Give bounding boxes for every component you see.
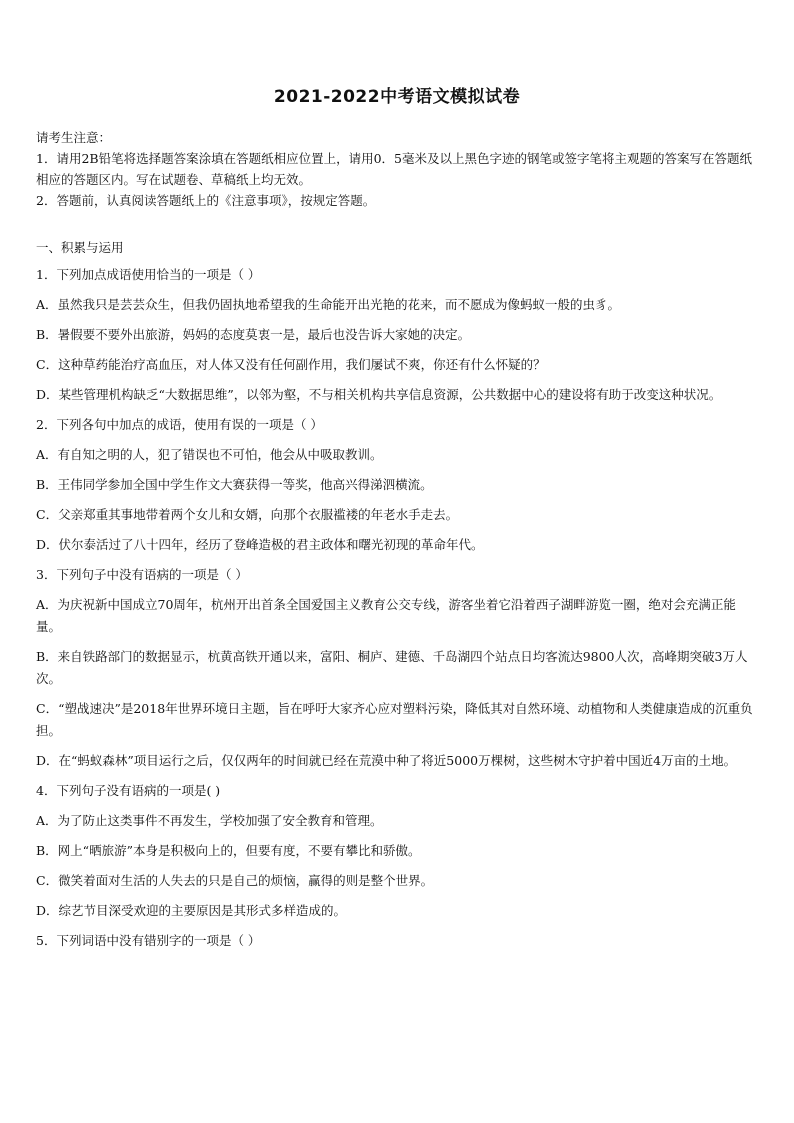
question-option: B．网上“晒旅游”本身是积极向上的，但要有度，不要有攀比和骄傲。	[36, 843, 421, 858]
question-option: A．虽然我只是芸芸众生，但我仍固执地希望我的生命能开出光艳的花来，而不愿成为像蚂蚁一般的虫豸。	[36, 297, 621, 312]
question-4	[36, 780, 758, 922]
question-option: B．王伟同学参加全国中学生作文大赛获得一等奖，他高兴得涕泗横流。	[36, 477, 433, 492]
question-stem: 4．下列句子没有语病的一项是( )	[36, 783, 221, 798]
question-stem: 1．下列加点成语使用恰当的一项是（ ）	[36, 267, 261, 282]
question-option: C．“塑战速决”是2018年世界环境日主题，旨在呼吁大家齐心应对塑料污染，降低其对自然环境、动植物和人类健康造成的沉重负担。	[36, 701, 753, 738]
question-2	[36, 414, 758, 556]
question-stem: 3．下列句子中没有语病的一项是（ ）	[36, 567, 248, 582]
notice-item: 1．请用2B铅笔将选择题答案涂填在答题纸相应位置上，请用0．5毫米及以上黑色字迹的钢笔或签字笔将主观题的答案写在答题纸相应的答题区内。写在试题卷、草稿纸上均无效。	[36, 151, 752, 187]
question-option: B．暑假要不要外出旅游，妈妈的态度莫衷一是，最后也没告诉大家她的决定。	[36, 327, 471, 342]
exam-page	[36, 82, 758, 960]
section-title: 一、积累与运用	[36, 240, 124, 255]
question-option: A．为了防止这类事件不再发生，学校加强了安全教育和管理。	[36, 813, 383, 828]
question-option: B．来自铁路部门的数据显示，杭黄高铁开通以来，富阳、桐庐、建德、千岛湖四个站点日均客流达9800人次，高峰期突破3万人次。	[36, 649, 748, 686]
notice-block	[36, 127, 758, 211]
question-option: C．父亲郑重其事地带着两个女儿和女婿，向那个衣服褴褛的年老水手走去。	[36, 507, 459, 522]
notice-item: 2．答题前，认真阅读答题纸上的《注意事项》，按规定答题。	[36, 193, 376, 208]
question-option: D．某些管理机构缺乏“大数据思维”，以邻为壑，不与相关机构共享信息资源，公共数据中心的建设将有助于改变这种状况。	[36, 387, 722, 402]
question-option: D．伏尔泰活过了八十四年，经历了登峰造极的君主政体和曙光初现的革命年代。	[36, 537, 484, 552]
question-3	[36, 564, 758, 772]
question-stem: 2．下列各句中加点的成语，使用有误的一项是（ ）	[36, 417, 323, 432]
page-title: 2021-2022中考语文模拟试卷	[273, 87, 521, 107]
question-option: A．为庆祝新中国成立70周年，杭州开出首条全国爱国主义教育公交专线，游客坐着它沿着西子湖畔游览一圈，绝对会充满正能量。	[36, 597, 736, 634]
question-option: C．这种草药能治疗高血压，对人体又没有任何副作用，我们屡试不爽，你还有什么怀疑的？	[36, 357, 546, 372]
question-option: C．微笑着面对生活的人失去的只是自己的烦恼，赢得的则是整个世界。	[36, 873, 434, 888]
question-option: D．在“蚂蚁森林”项目运行之后，仅仅两年的时间就已经在荒漠中种了将近5000万棵树，这些树木守护着中国近4万亩的土地。	[36, 753, 737, 768]
question-option: A．有自知之明的人，犯了错误也不可怕，他会从中吸取教训。	[36, 447, 383, 462]
question-stem: 5．下列词语中没有错别字的一项是（ ）	[36, 933, 261, 948]
question-5	[36, 930, 758, 952]
question-1	[36, 264, 758, 406]
question-option: D．综艺节目深受欢迎的主要原因是其形式多样造成的。	[36, 903, 347, 918]
notice-heading: 请考生注意：	[36, 130, 112, 145]
